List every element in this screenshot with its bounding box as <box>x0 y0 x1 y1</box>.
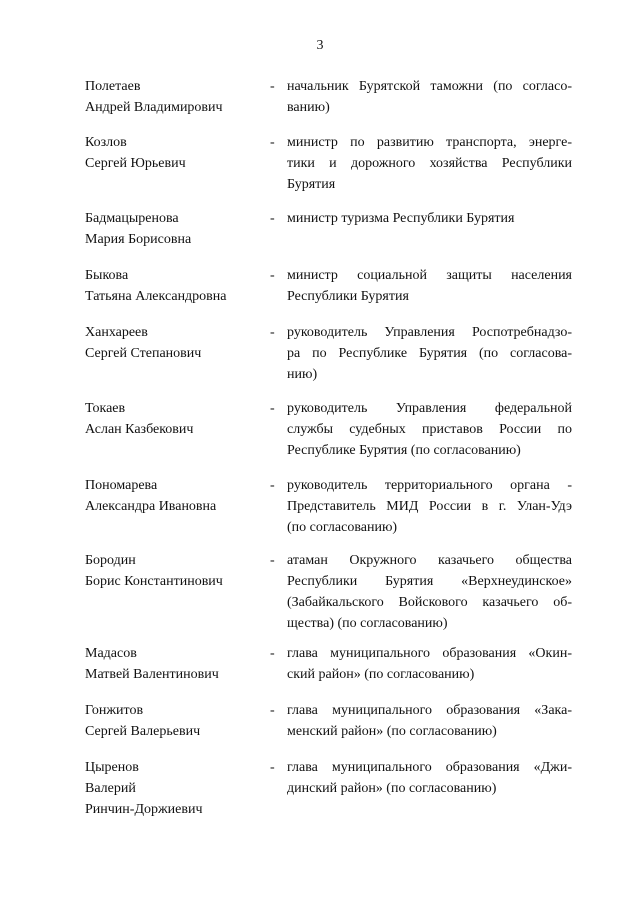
dash-separator: - <box>270 79 275 94</box>
person-name-line: Борис Константинович <box>85 574 223 589</box>
position-description <box>287 76 572 118</box>
position-description <box>287 322 572 385</box>
person-name-line: Гонжитов <box>85 703 144 718</box>
person-name-line: Пономарева <box>85 478 158 493</box>
position-line: глава муниципального образования «Окин- <box>287 646 572 661</box>
person-name-line: Полетаев <box>85 79 141 94</box>
person-name-line: Цыренов <box>85 760 139 775</box>
position-line: (Забайкальского Войскового казачьего об- <box>287 595 572 610</box>
position-description <box>287 700 572 742</box>
person-name <box>85 475 265 517</box>
person-name-line: Сергей Валерьевич <box>85 724 201 739</box>
dash-separator: - <box>270 268 275 283</box>
position-line: Республики Бурятия «Верхнеудинское» <box>287 574 572 589</box>
dash-separator: - <box>270 211 275 226</box>
position-line: тики и дорожного хозяйства Республики <box>287 156 572 171</box>
person-name-line: Мария Борисовна <box>85 232 192 247</box>
position-description <box>287 550 572 634</box>
position-line: ванию) <box>287 100 330 115</box>
position-description <box>287 265 572 307</box>
position-line: глава муниципального образования «Джи- <box>287 760 572 775</box>
position-line: Республике Бурятия (по согласованию) <box>287 443 521 458</box>
position-line: менский район» (по согласованию) <box>287 724 497 739</box>
person-name-line: Ринчин-Доржиевич <box>85 802 203 817</box>
person-name-line: Козлов <box>85 135 127 150</box>
person-name <box>85 700 265 742</box>
position-description <box>287 398 572 461</box>
position-line: ра по Республике Бурятия (по согласова- <box>287 346 572 361</box>
person-name <box>85 322 265 364</box>
position-line: начальник Бурятской таможни (по согласо- <box>287 79 572 94</box>
position-line: щества) (по согласованию) <box>287 616 448 631</box>
dash-separator: - <box>270 325 275 340</box>
dash-separator: - <box>270 646 275 661</box>
position-line: руководитель территориального органа - <box>287 478 572 493</box>
person-name-line: Бадмацыренова <box>85 211 179 226</box>
position-line: Бурятия <box>287 177 336 192</box>
dash-separator: - <box>270 760 275 775</box>
position-description <box>287 643 572 685</box>
position-line: Республики Бурятия <box>287 289 409 304</box>
position-line: ский район» (по согласованию) <box>287 667 475 682</box>
position-line: министр туризма Республики Бурятия <box>287 211 515 226</box>
position-line: глава муниципального образования «Зака- <box>287 703 572 718</box>
person-name-line: Александра Ивановна <box>85 499 217 514</box>
dash-separator: - <box>270 703 275 718</box>
position-line: атаман Окружного казачьего общества <box>287 553 572 568</box>
person-name-line: Валерий <box>85 781 136 796</box>
person-name <box>85 208 265 250</box>
position-line: динский район» (по согласованию) <box>287 781 497 796</box>
person-name <box>85 757 265 820</box>
person-name-line: Матвей Валентинович <box>85 667 219 682</box>
person-name <box>85 265 265 307</box>
person-name-line: Андрей Владимирович <box>85 100 223 115</box>
position-description <box>287 208 572 229</box>
position-description <box>287 132 572 195</box>
position-description <box>287 757 572 799</box>
position-line: (по согласованию) <box>287 520 398 535</box>
person-name <box>85 643 265 685</box>
position-line: министр социальной защиты населения <box>287 268 572 283</box>
person-name-line: Быкова <box>85 268 129 283</box>
person-name <box>85 550 265 592</box>
dash-separator: - <box>270 478 275 493</box>
person-name-line: Бородин <box>85 553 136 568</box>
position-line: нию) <box>287 367 318 382</box>
person-name <box>85 398 265 440</box>
position-line: службы судебных приставов России по <box>287 422 572 437</box>
person-name-line: Татьяна Александровна <box>85 289 227 304</box>
person-name-line: Аслан Казбекович <box>85 422 194 437</box>
person-name-line: Токаев <box>85 401 126 416</box>
person-name-line: Сергей Юрьевич <box>85 156 186 171</box>
position-line: министр по развитию транспорта, энерге- <box>287 135 572 150</box>
person-name-line: Ханхареев <box>85 325 148 340</box>
page-number: 3 <box>316 38 324 53</box>
position-line: руководитель Управления Роспотребнадзо- <box>287 325 572 340</box>
dash-separator: - <box>270 401 275 416</box>
position-line: руководитель Управления федеральной <box>287 401 572 416</box>
person-name <box>85 132 265 174</box>
dash-separator: - <box>270 135 275 150</box>
position-description <box>287 475 572 538</box>
person-name-line: Сергей Степанович <box>85 346 202 361</box>
dash-separator: - <box>270 553 275 568</box>
person-name-line: Мадасов <box>85 646 137 661</box>
position-line: Представитель МИД России в г. Улан-Удэ <box>287 499 572 514</box>
person-name <box>85 76 265 118</box>
